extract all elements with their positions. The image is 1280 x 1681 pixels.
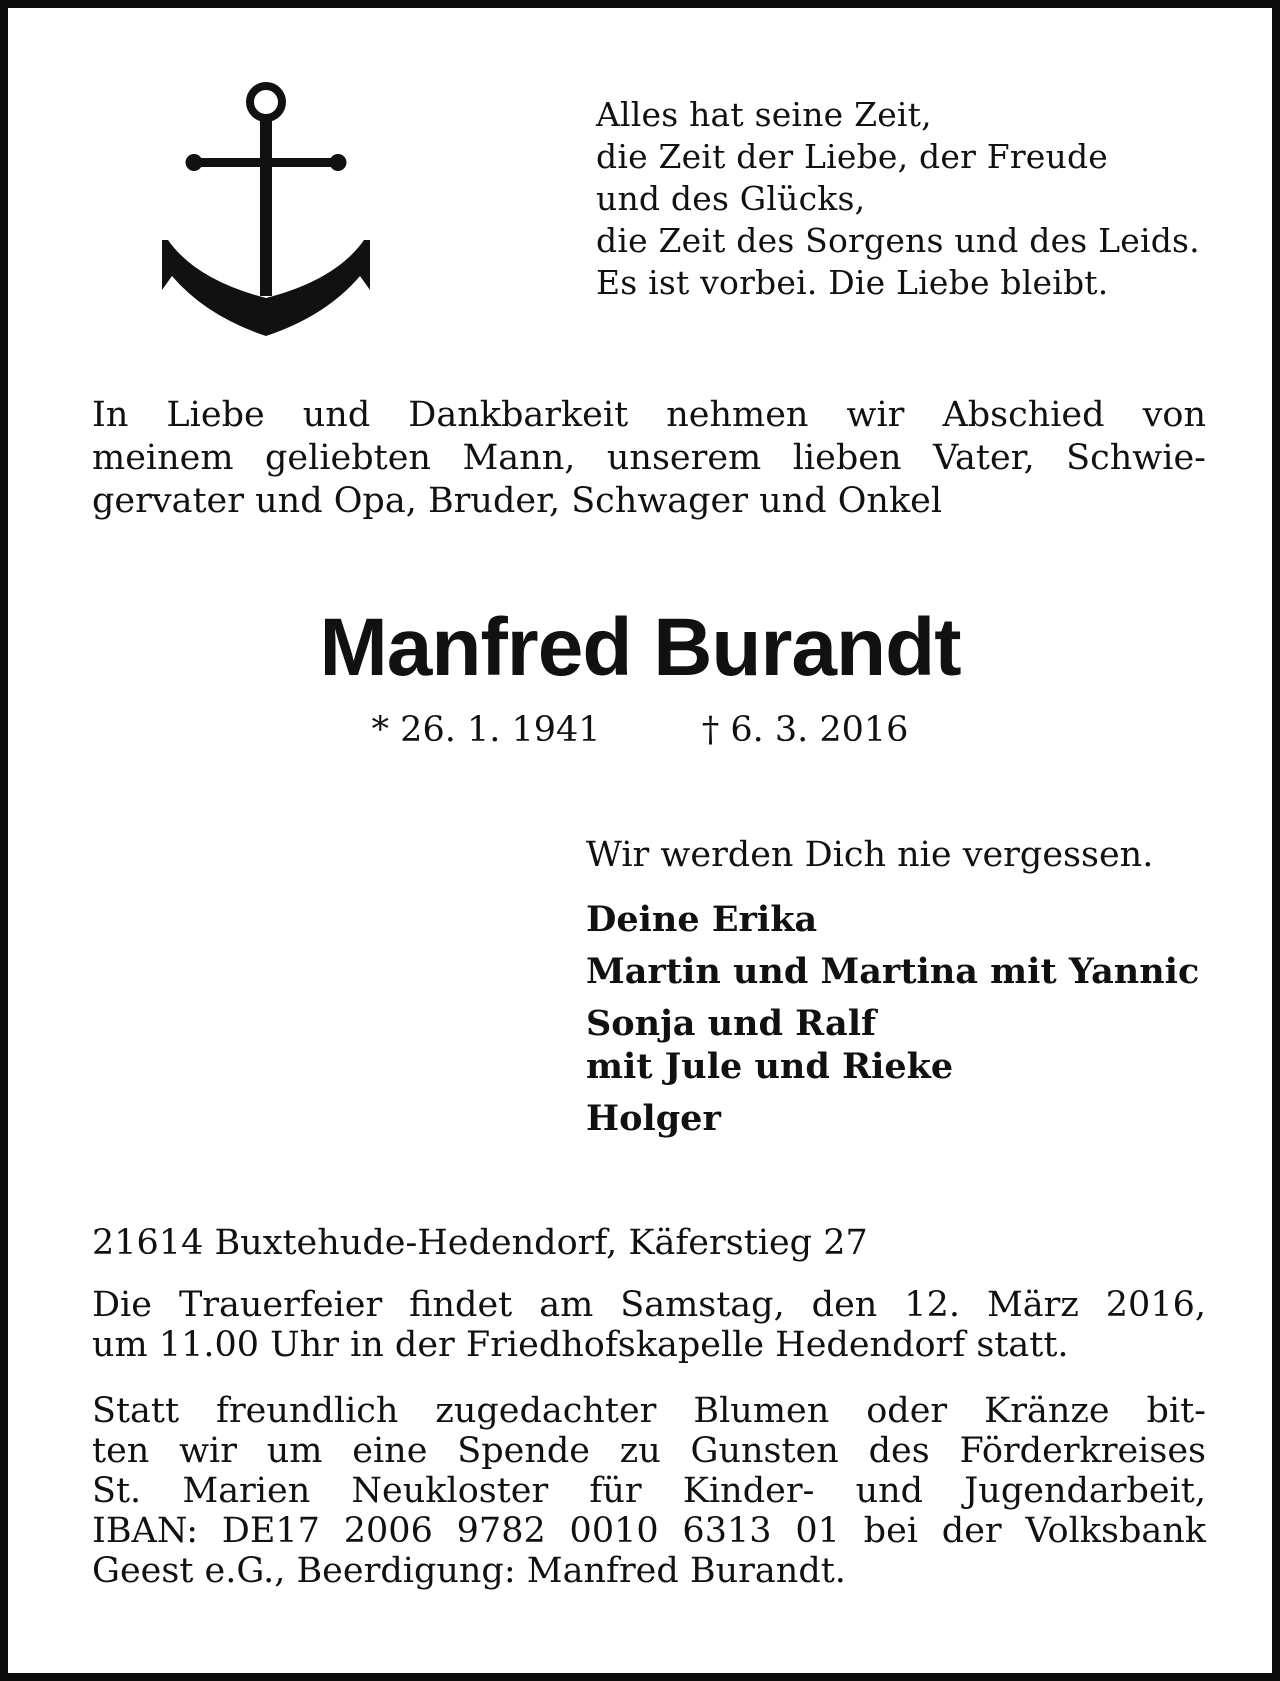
anchor-icon [156, 80, 376, 340]
signer-line: Martin und Martina mit Yannic [586, 951, 1200, 992]
signer-line: mit Jule und Rieke [586, 1046, 954, 1087]
signer-group [586, 950, 1226, 993]
donation-line: IBAN: DE17 2006 9782 0010 6313 01 bei der Volksbank [92, 1511, 1206, 1551]
signer-line: Holger [586, 1098, 721, 1139]
signers [586, 898, 1226, 1149]
poem-line: und des Glücks, [596, 179, 866, 218]
donation-line: St. Marien Neukloster für Kinder- und Jugendarbeit, [92, 1471, 1206, 1511]
deceased-name: Manfred Burandt [319, 602, 961, 693]
poem-line: Es ist vorbei. Die Liebe bleibt. [596, 263, 1109, 302]
farewell-line: Wir werden Dich nie vergessen. [586, 835, 1154, 875]
funeral-line: um 11.00 Uhr in der Friedhofskapelle Hedendorf statt. [92, 1325, 1069, 1365]
address: 21614 Buxtehude-Hedendorf, Käferstieg 27 [92, 1223, 868, 1263]
intro-line: In Liebe und Dankbarkeit nehmen wir Abschied von [92, 395, 1206, 435]
donation-info [92, 1391, 1206, 1591]
poem [596, 94, 1236, 304]
donation-line: ten wir um eine Spende zu Gunsten des Förderkreises [92, 1431, 1206, 1471]
poem-line: die Zeit des Sorgens und des Leids. [596, 221, 1200, 260]
poem-line: die Zeit der Liebe, der Freude [596, 137, 1109, 176]
poem-line: Alles hat seine Zeit, [596, 95, 932, 134]
signer-line: Deine Erika [586, 899, 818, 940]
signer-group [586, 1002, 1226, 1088]
signer-group [586, 898, 1226, 941]
donation-line: Geest e.G., Beerdigung: Manfred Burandt. [92, 1551, 846, 1591]
donation-line: Statt freundlich zugedachter Blumen oder Kränze bit- [92, 1391, 1206, 1431]
intro-line: meinem geliebten Mann, unserem lieben Vater, Schwie- [92, 438, 1206, 478]
signer-line: Sonja und Ralf [586, 1003, 877, 1044]
signer-group [586, 1097, 1226, 1140]
life-dates [8, 708, 1272, 752]
intro-line: gervater und Opa, Bruder, Schwager und Onkel [92, 481, 943, 521]
funeral-info [92, 1285, 1206, 1365]
birth-date: * 26. 1. 1941 [371, 710, 601, 750]
intro-text [92, 394, 1206, 523]
death-date: † 6. 3. 2016 [701, 710, 909, 750]
funeral-line: Die Trauerfeier findet am Samstag, den 12. März 2016, [92, 1285, 1206, 1325]
